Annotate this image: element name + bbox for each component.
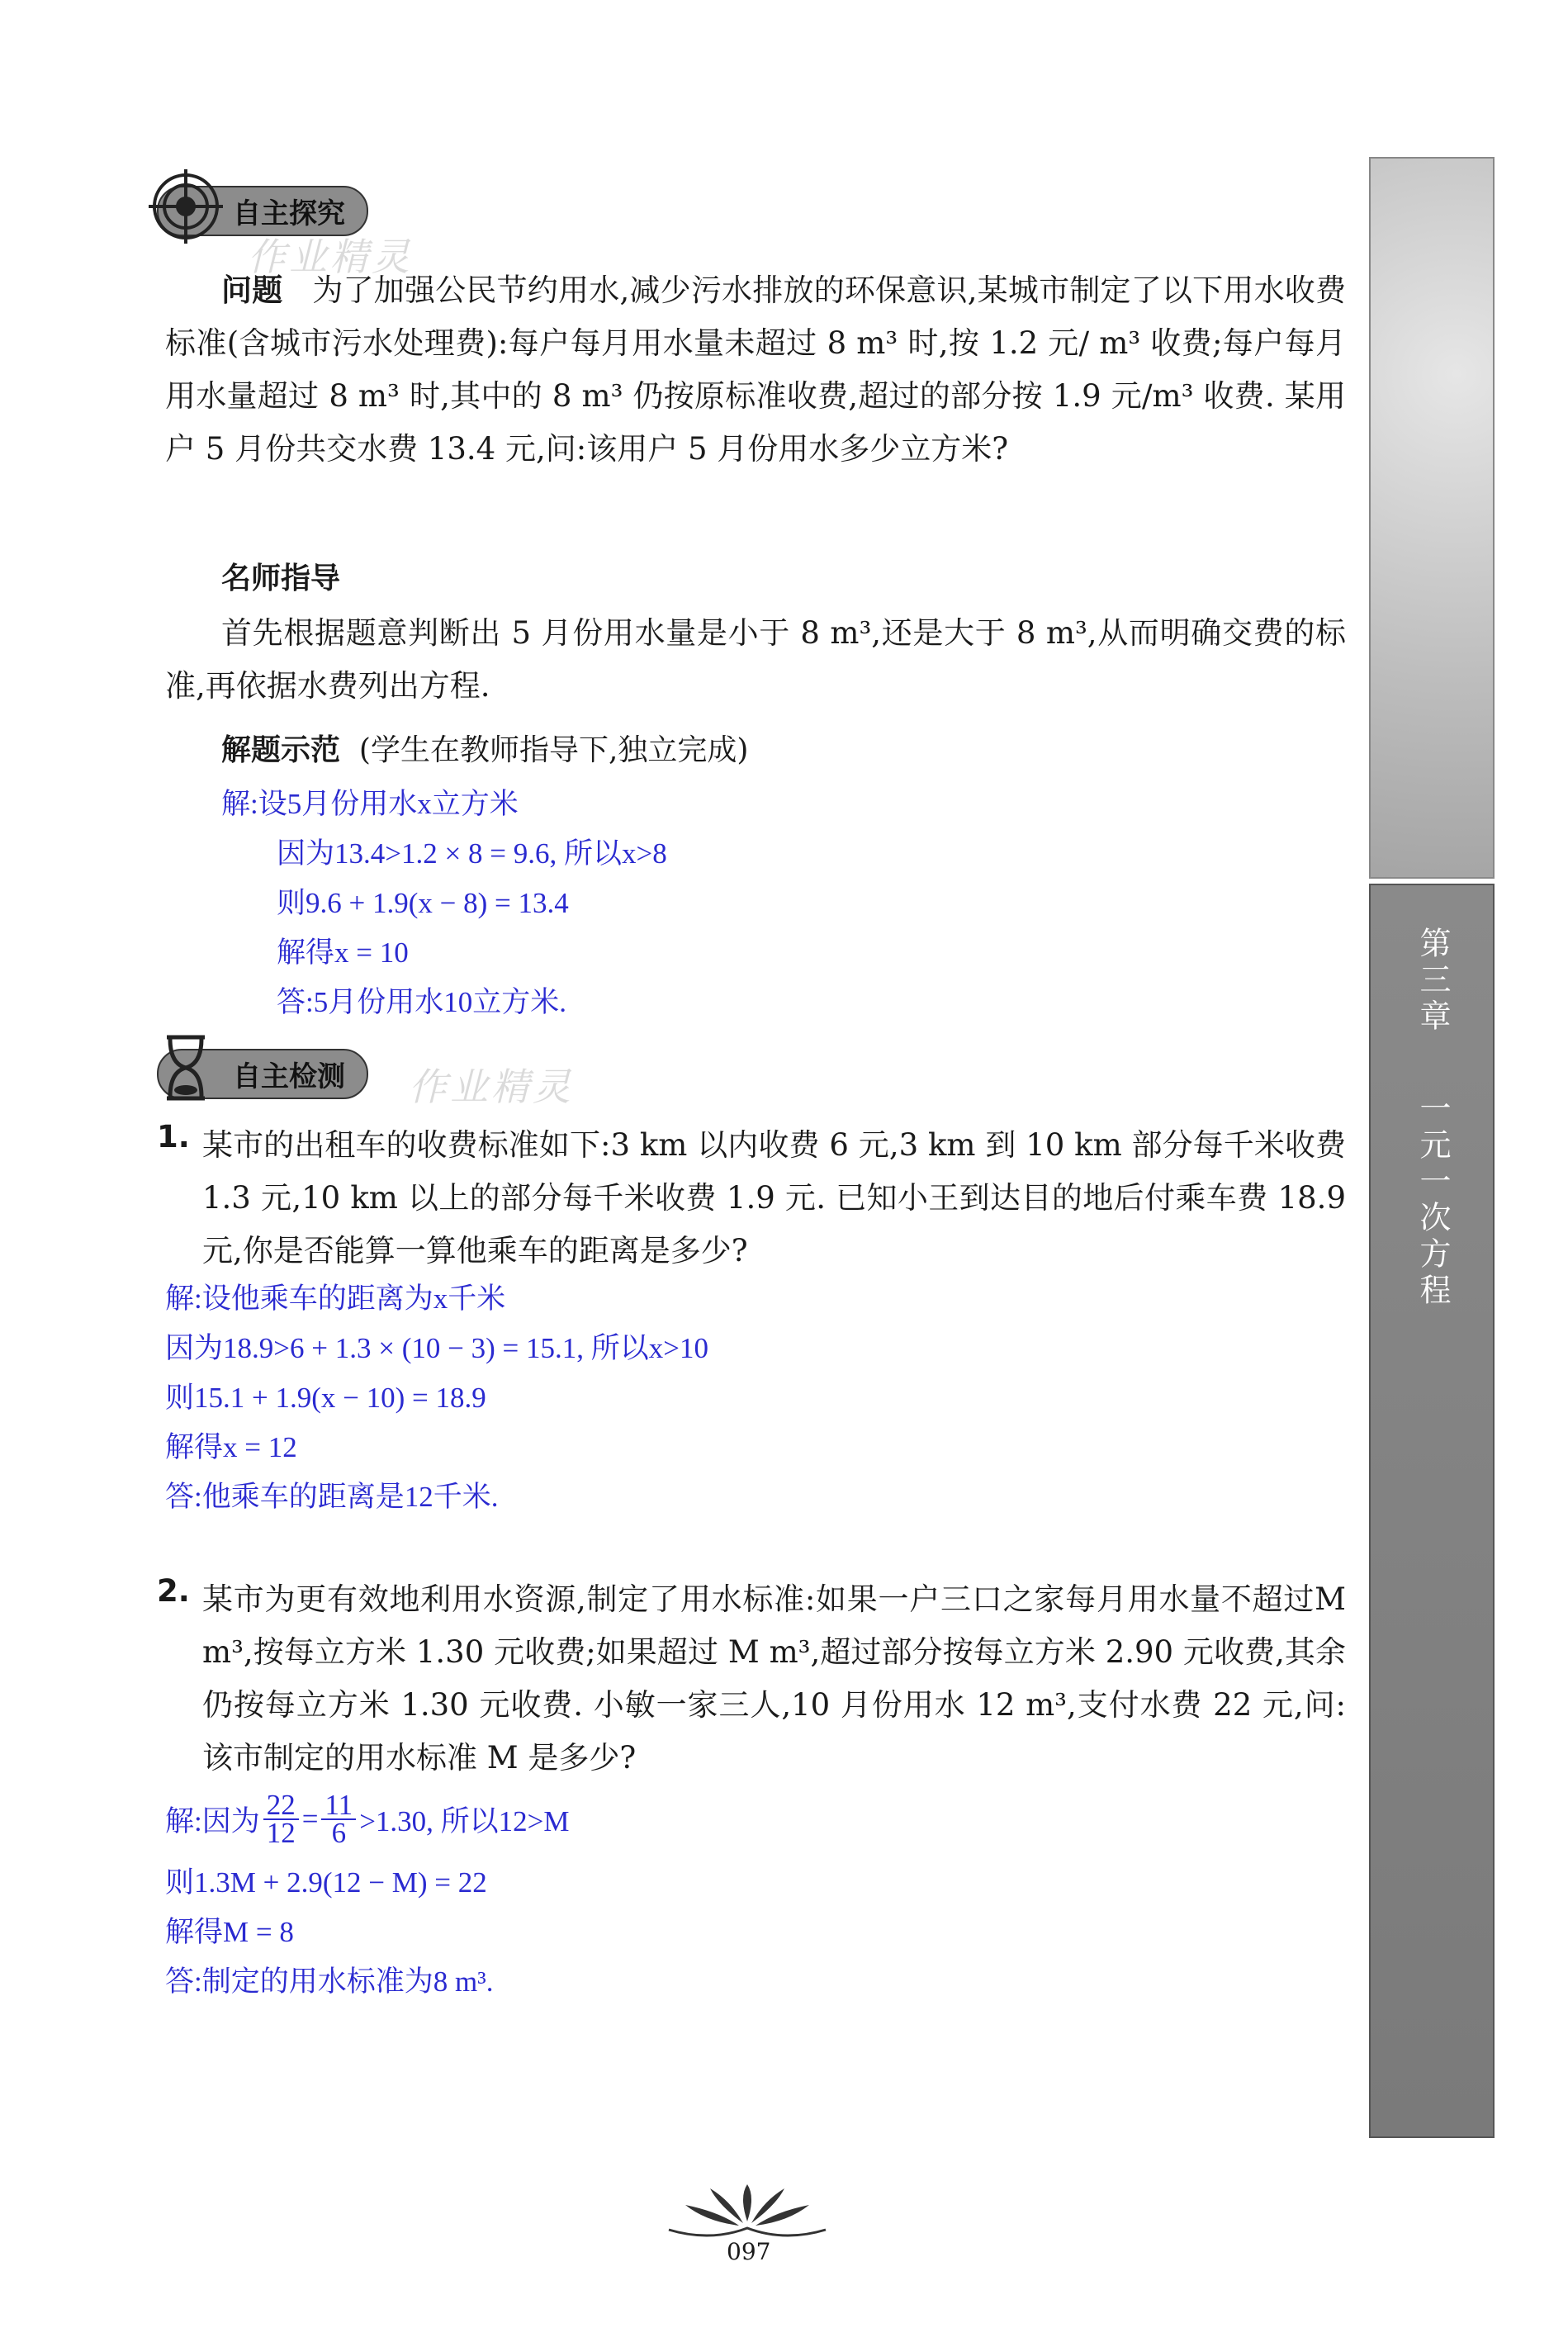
fraction-numerator: 11 <box>321 1792 356 1820</box>
ornament-icon <box>661 2180 834 2246</box>
chapter-side-tab <box>1369 884 1495 2138</box>
fraction-denominator: 12 <box>266 1817 296 1849</box>
demo-heading <box>221 727 748 769</box>
answer-line: 解:设他乘车的距离为x千米 <box>165 1283 506 1315</box>
answer-line: 答:他乘车的距离是12千米. <box>165 1481 499 1513</box>
chapter-label: 第三章 <box>1414 927 1451 1036</box>
demo-line: 则9.6 + 1.9(x − 8) = 13.4 <box>277 887 569 919</box>
guide-title: 名师指导 <box>221 562 341 595</box>
question-text: 某市的出租车的收费标准如下:3 km 以内收费 6 元,3 km 到 10 km 部分每千米收费 1.3 元,10 km 以上的部分每千米收费 1.9 元. 已知小王到达目的地后付乘车费 18.9 元,你是否能算一算他乘车的距离是多少? <box>202 1127 1346 1268</box>
page-number: 097 <box>727 2238 771 2265</box>
section-title: 自主检测 <box>157 1049 368 1099</box>
question-number: 1. <box>157 1119 190 1155</box>
fraction <box>321 1789 356 1849</box>
chapter-topic: 一元一次方程 <box>1414 1092 1451 1310</box>
answer-line: 则15.1 + 1.9(x − 10) = 18.9 <box>165 1382 486 1414</box>
demo-line: 因为13.4>1.2 × 8 = 9.6, 所以x>8 <box>277 837 667 870</box>
equals-sign: = <box>301 1803 319 1835</box>
demo-title: 解题示范 <box>221 733 341 767</box>
side-decoration <box>1369 157 1495 879</box>
fraction-numerator: 22 <box>263 1792 299 1820</box>
fraction-denominator: 6 <box>331 1817 347 1849</box>
demo-note: (学生在教师指导下,独立完成) <box>358 733 749 767</box>
watermark: 作业精灵 <box>409 1064 574 1109</box>
section-title: 自主探究 <box>157 186 368 236</box>
fraction <box>263 1789 299 1849</box>
guide-text: 首先根据题意判断出 5 月份用水量是小于 8 m³,还是大于 8 m³,从而明确交费的标准,再依据水费列出方程. <box>165 615 1346 704</box>
answer-line: 解得x = 12 <box>165 1431 297 1463</box>
demo-line: 解:设5月份用水x立方米 <box>221 788 519 820</box>
demo-line: 解得x = 10 <box>277 936 409 969</box>
answer-prefix: 解:因为 <box>165 1805 260 1837</box>
demo-line: 答:5月份用水10立方米. <box>277 986 566 1018</box>
target-icon <box>149 169 223 244</box>
problem-paragraph <box>165 264 1346 476</box>
answer-line <box>165 1789 570 1849</box>
answer-line: 答:制定的用水标准为8 m³. <box>165 1965 494 1998</box>
problem-text: 为了加强公民节约用水,减少污水排放的环保意识,某城市制定了以下用水收费标准(含城市污水处理费):每户每月用水量未超过 8 m³ 时,按 1.2 元/ m³ 收费;每户每月用水量超过 8 m³ 时,其中的 8 m³ 仍按原标准收费,超过的部分按 1.9 元/m³ 收费. 某用户 5 月份共交水费 13.4 元,问:该用户 5 月份用水多少立方米? <box>165 273 1346 467</box>
answer-line: 解得M = 8 <box>165 1916 294 1948</box>
question-text: 某市为更有效地利用水资源,制定了用水标准:如果一户三口之家每月用水量不超过M m³,按每立方米 1.30 元收费;如果超过 M m³,超过部分按每立方米 2.90 元收费,其余仍按每立方米 1.30 元收费. 小敏一家三人,10 月份用水 12 m³,支付水费 22 元,问:该市制定的用水标准 M 是多少? <box>202 1581 1346 1776</box>
answer-line: 因为18.9>6 + 1.3 × (10 − 3) = 15.1, 所以x>10 <box>165 1332 708 1364</box>
problem-label: 问题 <box>221 273 283 308</box>
section-header-check <box>157 1049 368 1099</box>
hourglass-icon <box>149 1031 223 1105</box>
question-number: 2. <box>157 1573 190 1609</box>
answer-suffix: >1.30, 所以12>M <box>359 1805 570 1837</box>
watermark: 作业精灵 <box>248 235 413 279</box>
answer-line: 则1.3M + 2.9(12 − M) = 22 <box>165 1866 487 1899</box>
